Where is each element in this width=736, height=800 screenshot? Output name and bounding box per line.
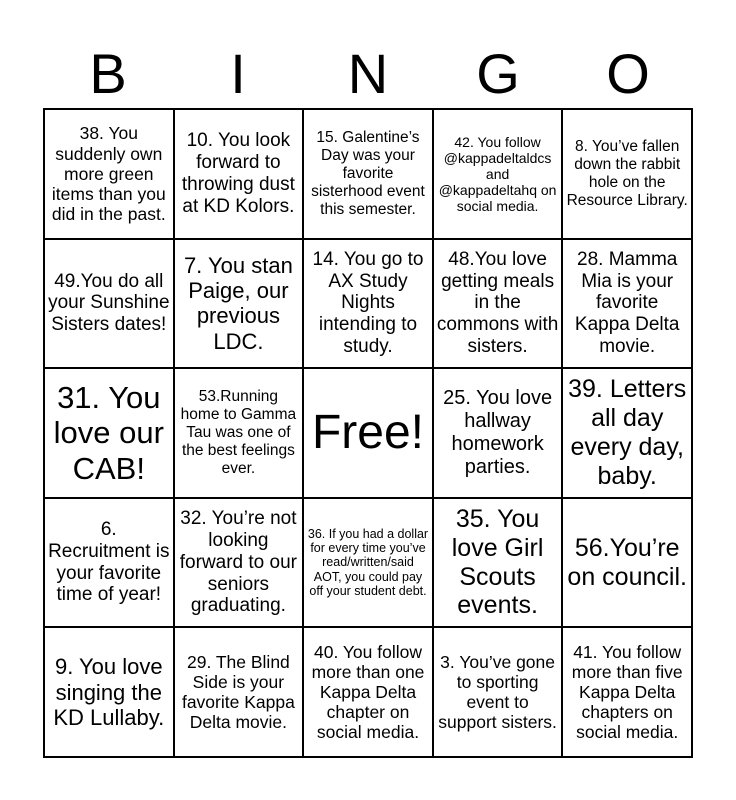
bingo-cell[interactable]: 15. Galentine’s Day was your favorite sisterhood event this semester. xyxy=(303,109,433,239)
bingo-cell[interactable]: 28. Mamma Mia is your favorite Kappa Delta movie. xyxy=(562,239,692,369)
bingo-grid xyxy=(43,108,693,758)
header-letter-o: O xyxy=(606,42,650,105)
bingo-cell[interactable]: 49.You do all your Sunshine Sisters dates! xyxy=(44,239,174,369)
bingo-header xyxy=(43,40,693,108)
bingo-cell[interactable]: 38. You suddenly own more green items than you did in the past. xyxy=(44,109,174,239)
bingo-cell[interactable]: 25. You love hallway homework parties. xyxy=(433,368,563,498)
bingo-cell[interactable]: 3. You’ve gone to sporting event to support sisters. xyxy=(433,627,563,757)
header-letter-n: N xyxy=(347,42,389,105)
bingo-cell[interactable]: 42. You follow @kappadeltaldcs and @kappadeltahq on social media. xyxy=(433,109,563,239)
bingo-cell[interactable]: 53.Running home to Gamma Tau was one of the best feelings ever. xyxy=(174,368,304,498)
bingo-cell[interactable]: 29. The Blind Side is your favorite Kappa Delta movie. xyxy=(174,627,304,757)
header-letter-b: B xyxy=(89,42,127,105)
bingo-cell[interactable]: 31. You love our CAB! xyxy=(44,368,174,498)
header-letter-g: G xyxy=(476,42,520,105)
bingo-cell[interactable]: 6. Recruitment is your favorite time of year! xyxy=(44,498,174,628)
bingo-cell[interactable]: 14. You go to AX Study Nights intending to study. xyxy=(303,239,433,369)
bingo-cell[interactable]: 35. You love Girl Scouts events. xyxy=(433,498,563,628)
bingo-cell[interactable]: 32. You’re not looking forward to our seniors graduating. xyxy=(174,498,304,628)
bingo-cell[interactable]: 48.You love getting meals in the commons with sisters. xyxy=(433,239,563,369)
bingo-cell[interactable]: 7. You stan Paige, our previous LDC. xyxy=(174,239,304,369)
bingo-cell[interactable]: 40. You follow more than one Kappa Delta chapter on social media. xyxy=(303,627,433,757)
bingo-cell[interactable]: 9. You love singing the KD Lullaby. xyxy=(44,627,174,757)
bingo-cell[interactable]: 8. You’ve fallen down the rabbit hole on the Resource Library. xyxy=(562,109,692,239)
bingo-cell[interactable]: 10. You look forward to throwing dust at KD Kolors. xyxy=(174,109,304,239)
bingo-cell[interactable]: 39. Letters all day every day, baby. xyxy=(562,368,692,498)
free-space-cell[interactable]: Free! xyxy=(303,368,433,498)
bingo-cell[interactable]: 36. If you had a dollar for every time you’ve read/written/said AOT, you could pay off your student debt. xyxy=(303,498,433,628)
header-letter-i: I xyxy=(230,42,246,105)
bingo-cell[interactable]: 56.You’re on council. xyxy=(562,498,692,628)
bingo-cell[interactable]: 41. You follow more than five Kappa Delta chapters on social media. xyxy=(562,627,692,757)
